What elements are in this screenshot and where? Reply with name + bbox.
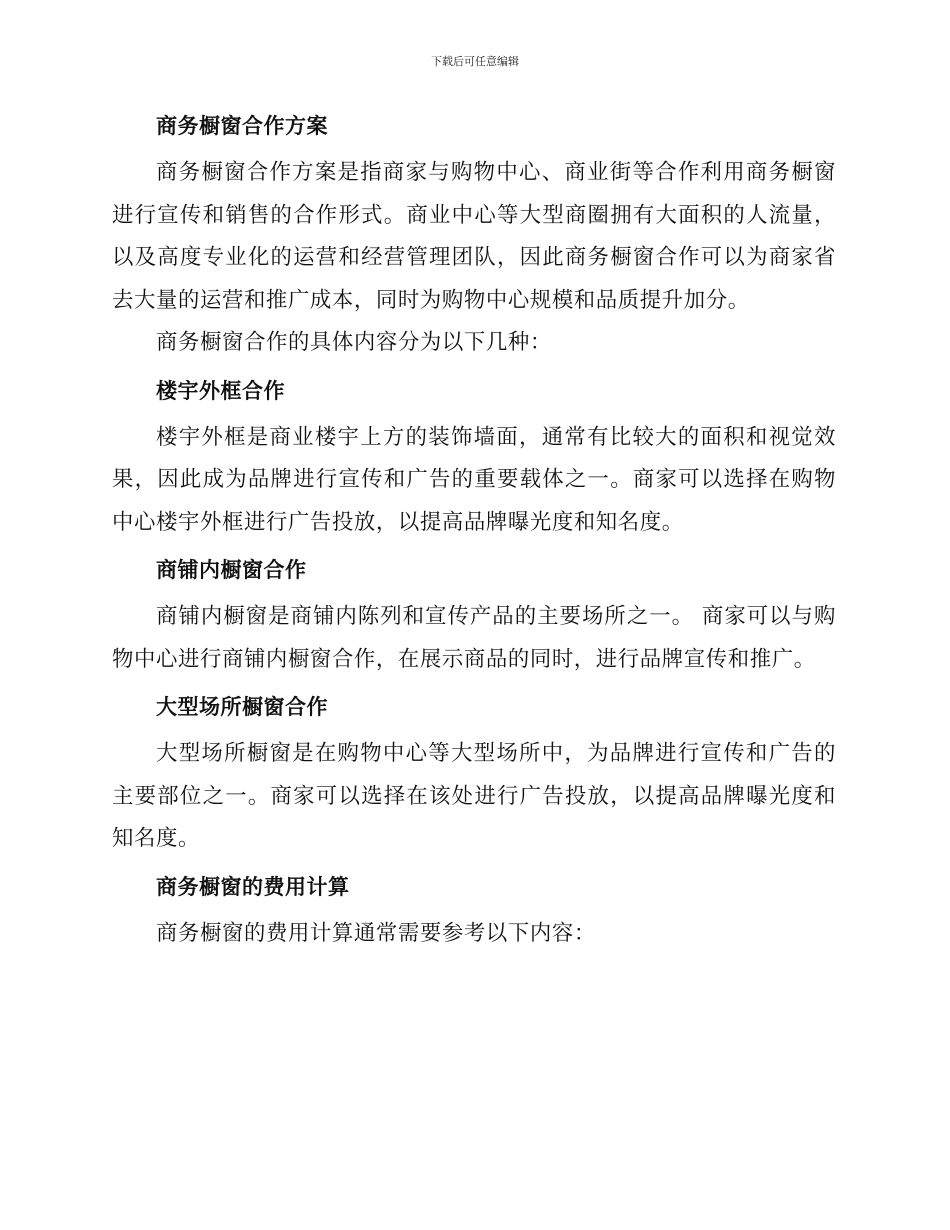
lead-paragraph: 商务橱窗合作的具体内容分为以下几种： bbox=[156, 330, 552, 355]
section-heading-building-frame: 楼宇外框合作 bbox=[156, 378, 285, 403]
document-title: 商务橱窗合作方案 bbox=[156, 114, 328, 138]
section-body-large-venue: 大型场所橱窗是在购物中心等大型场所中，为品牌进行宣传和广告的主要部位之一。商家可以选择在该处进行广告投放，以提高品牌曝光度和知名度。 bbox=[112, 741, 836, 851]
section-heading-large-venue: 大型场所橱窗合作 bbox=[156, 695, 328, 719]
section-body-shop-window: 商铺内橱窗是商铺内陈列和宣传产品的主要场所之一。 商家可以与购物中心进行商铺内橱窗合作，在展示商品的同时，进行品牌宣传和推广。 bbox=[112, 604, 836, 672]
section-body-building-frame: 楼宇外框是商业楼宇上方的装饰墙面，通常有比较大的面积和视觉效果，因此成为品牌进行宣传和广告的重要载体之一。商家可以选择在购物中心楼宇外框进行广告投放，以提高品牌曝光度和知名度。 bbox=[112, 424, 836, 535]
intro-paragraph: 商务橱窗合作方案是指商家与购物中心、商业街等合作利用商务橱窗进行宣传和销售的合作形式。商业中心等大型商圈拥有大面积的人流量，以及高度专业化的运营和经营管理团队，因此商务橱窗合作可以为商家省去大量的运营和推广成本，同时为购物中心规模和品质提升加分。 bbox=[112, 160, 836, 313]
section-heading-cost-calculation: 商务橱窗的费用计算 bbox=[156, 874, 350, 899]
page-header: 下载后可任意编辑 bbox=[431, 55, 519, 68]
section-heading-shop-window: 商铺内橱窗合作 bbox=[156, 558, 307, 582]
section-body-cost-calculation: 商务橱窗的费用计算通常需要参考以下内容： bbox=[156, 920, 596, 946]
document-body bbox=[112, 110, 836, 955]
